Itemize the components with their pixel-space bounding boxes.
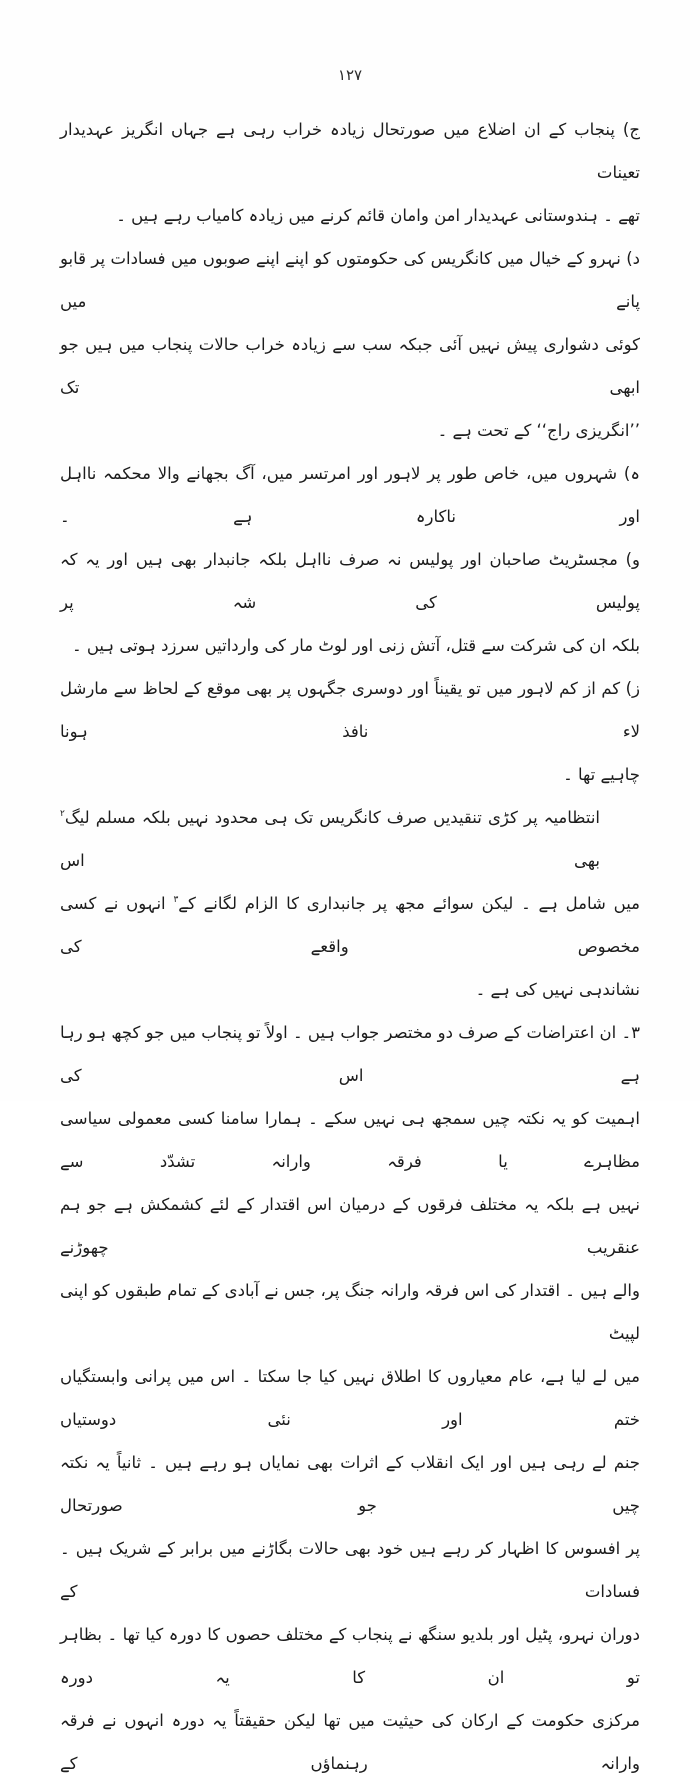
text-segment: کوئی دشواری پیش نہیں آئی جبکہ سب سے زیادہ خراب حالات پنجاب میں ہیں جو ابھی تک [60,335,640,397]
text-segment: تھے ۔ ہندوستانی عہدیدار امن وامان قائم کرنے میں زیادہ کامیاب رہے ہیں ۔ [116,206,640,225]
footnote-marker: ۲ [60,808,65,819]
text-segment: چاہیے تھا ۔ [563,765,640,784]
text-line [60,1699,640,1785]
text-segment: د) نہرو کے خیال میں کانگریس کی حکومتوں کو اپنے اپنے صوبوں میں فسادات پر قابو پانے میں [60,249,640,311]
text-line [60,968,640,1011]
text-line [60,323,640,409]
text-segment: ہ) شہروں میں، خاص طور پر لاہور اور امرتسر میں، آگ بجھانے والا محکمہ نااہل اور ناکارہ ہے ۔ [60,464,640,526]
text-line [60,753,640,796]
page-number: ۱۲۷ [337,66,363,84]
item-waw [60,538,640,667]
text-segment: ج) پنجاب کے ان اضلاع میں صورتحال زیادہ خراب رہی ہے جہاں انگریز عہدیدار تعینات [60,120,640,182]
text-segment: پر افسوس کا اظہار کر رہے ہیں خود بھی حالات بگاڑنے میں برابر کے شریک ہیں ۔ فسادات کے [60,1539,640,1601]
text-line [60,1097,640,1183]
footnote-marker: ۳ [173,894,179,905]
text-segment: ۳۔ ان اعتراضات کے صرف دو مختصر جواب ہیں ۔ اولاً تو پنجاب میں جو کچھ ہو رہا ہے اس کی [60,1023,640,1085]
text-line [60,1355,640,1441]
text-line [60,1269,640,1355]
text-segment: انتظامیہ پر کڑی تنقیدیں صرف کانگریس تک ہی محدود نہیں بلکہ مسلم لیگ [64,808,600,827]
text-line [60,796,640,882]
item-jeem [60,108,640,237]
item-ze [60,667,640,796]
text-segment: دوران نہرو، پٹیل اور بلدیو سنگھ نے پنجاب کے مختلف حصوں کا دورہ کیا تھا ۔ بظاہر تو ان کا یہ دورہ [60,1625,640,1687]
text-line [60,1183,640,1269]
text-line [60,667,640,753]
text-line [60,1527,640,1613]
para-administration-criticism [60,796,640,1011]
text-segment: انہوں نے کسی مخصوص واقعے کی [60,894,640,956]
text-segment: مرکزی حکومت کے ارکان کی حیثیت میں تھا لیکن حقیقتاً یہ دورہ انہوں نے فرقہ وارانہ رہنماؤں کے [60,1711,640,1773]
text-segment: ’’انگریزی راج‘‘ کے تحت ہے ۔ [437,421,640,440]
text-line [60,538,640,624]
text-segment: میں لے لیا ہے، عام معیاروں کا اطلاق نہیں کیا جا سکتا ۔ اس میں پرانی وابستگیاں ختم اور نئی دوستیاں [60,1367,640,1429]
text-line [60,108,640,194]
text-segment: اہمیت کو یہ نکتہ چیں سمجھ ہی نہیں سکے ۔ ہمارا سامنا کسی معمولی سیاسی مظاہرے یا فرقہ وارانہ تشدّد سے [60,1109,640,1171]
item-daal [60,237,640,452]
text-line [60,194,640,237]
item-he [60,452,640,538]
text-line [60,1613,640,1699]
text-line [60,409,640,452]
text-line [60,452,640,538]
text-line [60,882,640,968]
text-line [60,1011,640,1097]
text-line [60,1441,640,1527]
text-segment: بھی اس [60,851,600,870]
text-segment: میں شامل ہے ۔ لیکن سوائے مجھ پر جانبداری کا الزام لگانے کے [178,894,641,913]
text-line [60,237,640,323]
text-segment: و) مجسٹریٹ صاحبان اور پولیس نہ صرف نااہل بلکہ جانبدار بھی ہیں اور یہ کہ پولیس کی شہ پر [60,550,640,612]
text-segment: بلکہ ان کی شرکت سے قتل، آتش زنی اور لوٹ مار کی وارداتیں سرزد ہوتی ہیں ۔ [71,636,640,655]
text-segment: جنم لے رہی ہیں اور ایک انقلاب کے اثرات بھی نمایاں ہو رہے ہیں ۔ ثانیاً یہ نکتہ چیں جو صورتحال [60,1453,640,1515]
text-segment: نشاندہی نہیں کی ہے ۔ [475,980,640,999]
text-segment: ز) کم از کم لاہور میں تو یقیناً اور دوسری جگہوں پر بھی موقع کے لحاظ سے مارشل لاء نافذ ہونا [60,679,640,741]
body-text [60,108,640,1785]
text-segment: والے ہیں ۔ اقتدار کی اس فرقہ وارانہ جنگ پر، جس نے آبادی کے تمام طبقوں کو اپنی لپیٹ [60,1281,640,1343]
text-line [60,624,640,667]
text-segment: نہیں ہے بلکہ یہ مختلف فرقوں کے درمیان اس اقتدار کے لئے کشمکش ہے جو ہم عنقریب چھوڑنے [60,1195,640,1257]
para-three-answers [60,1011,640,1785]
